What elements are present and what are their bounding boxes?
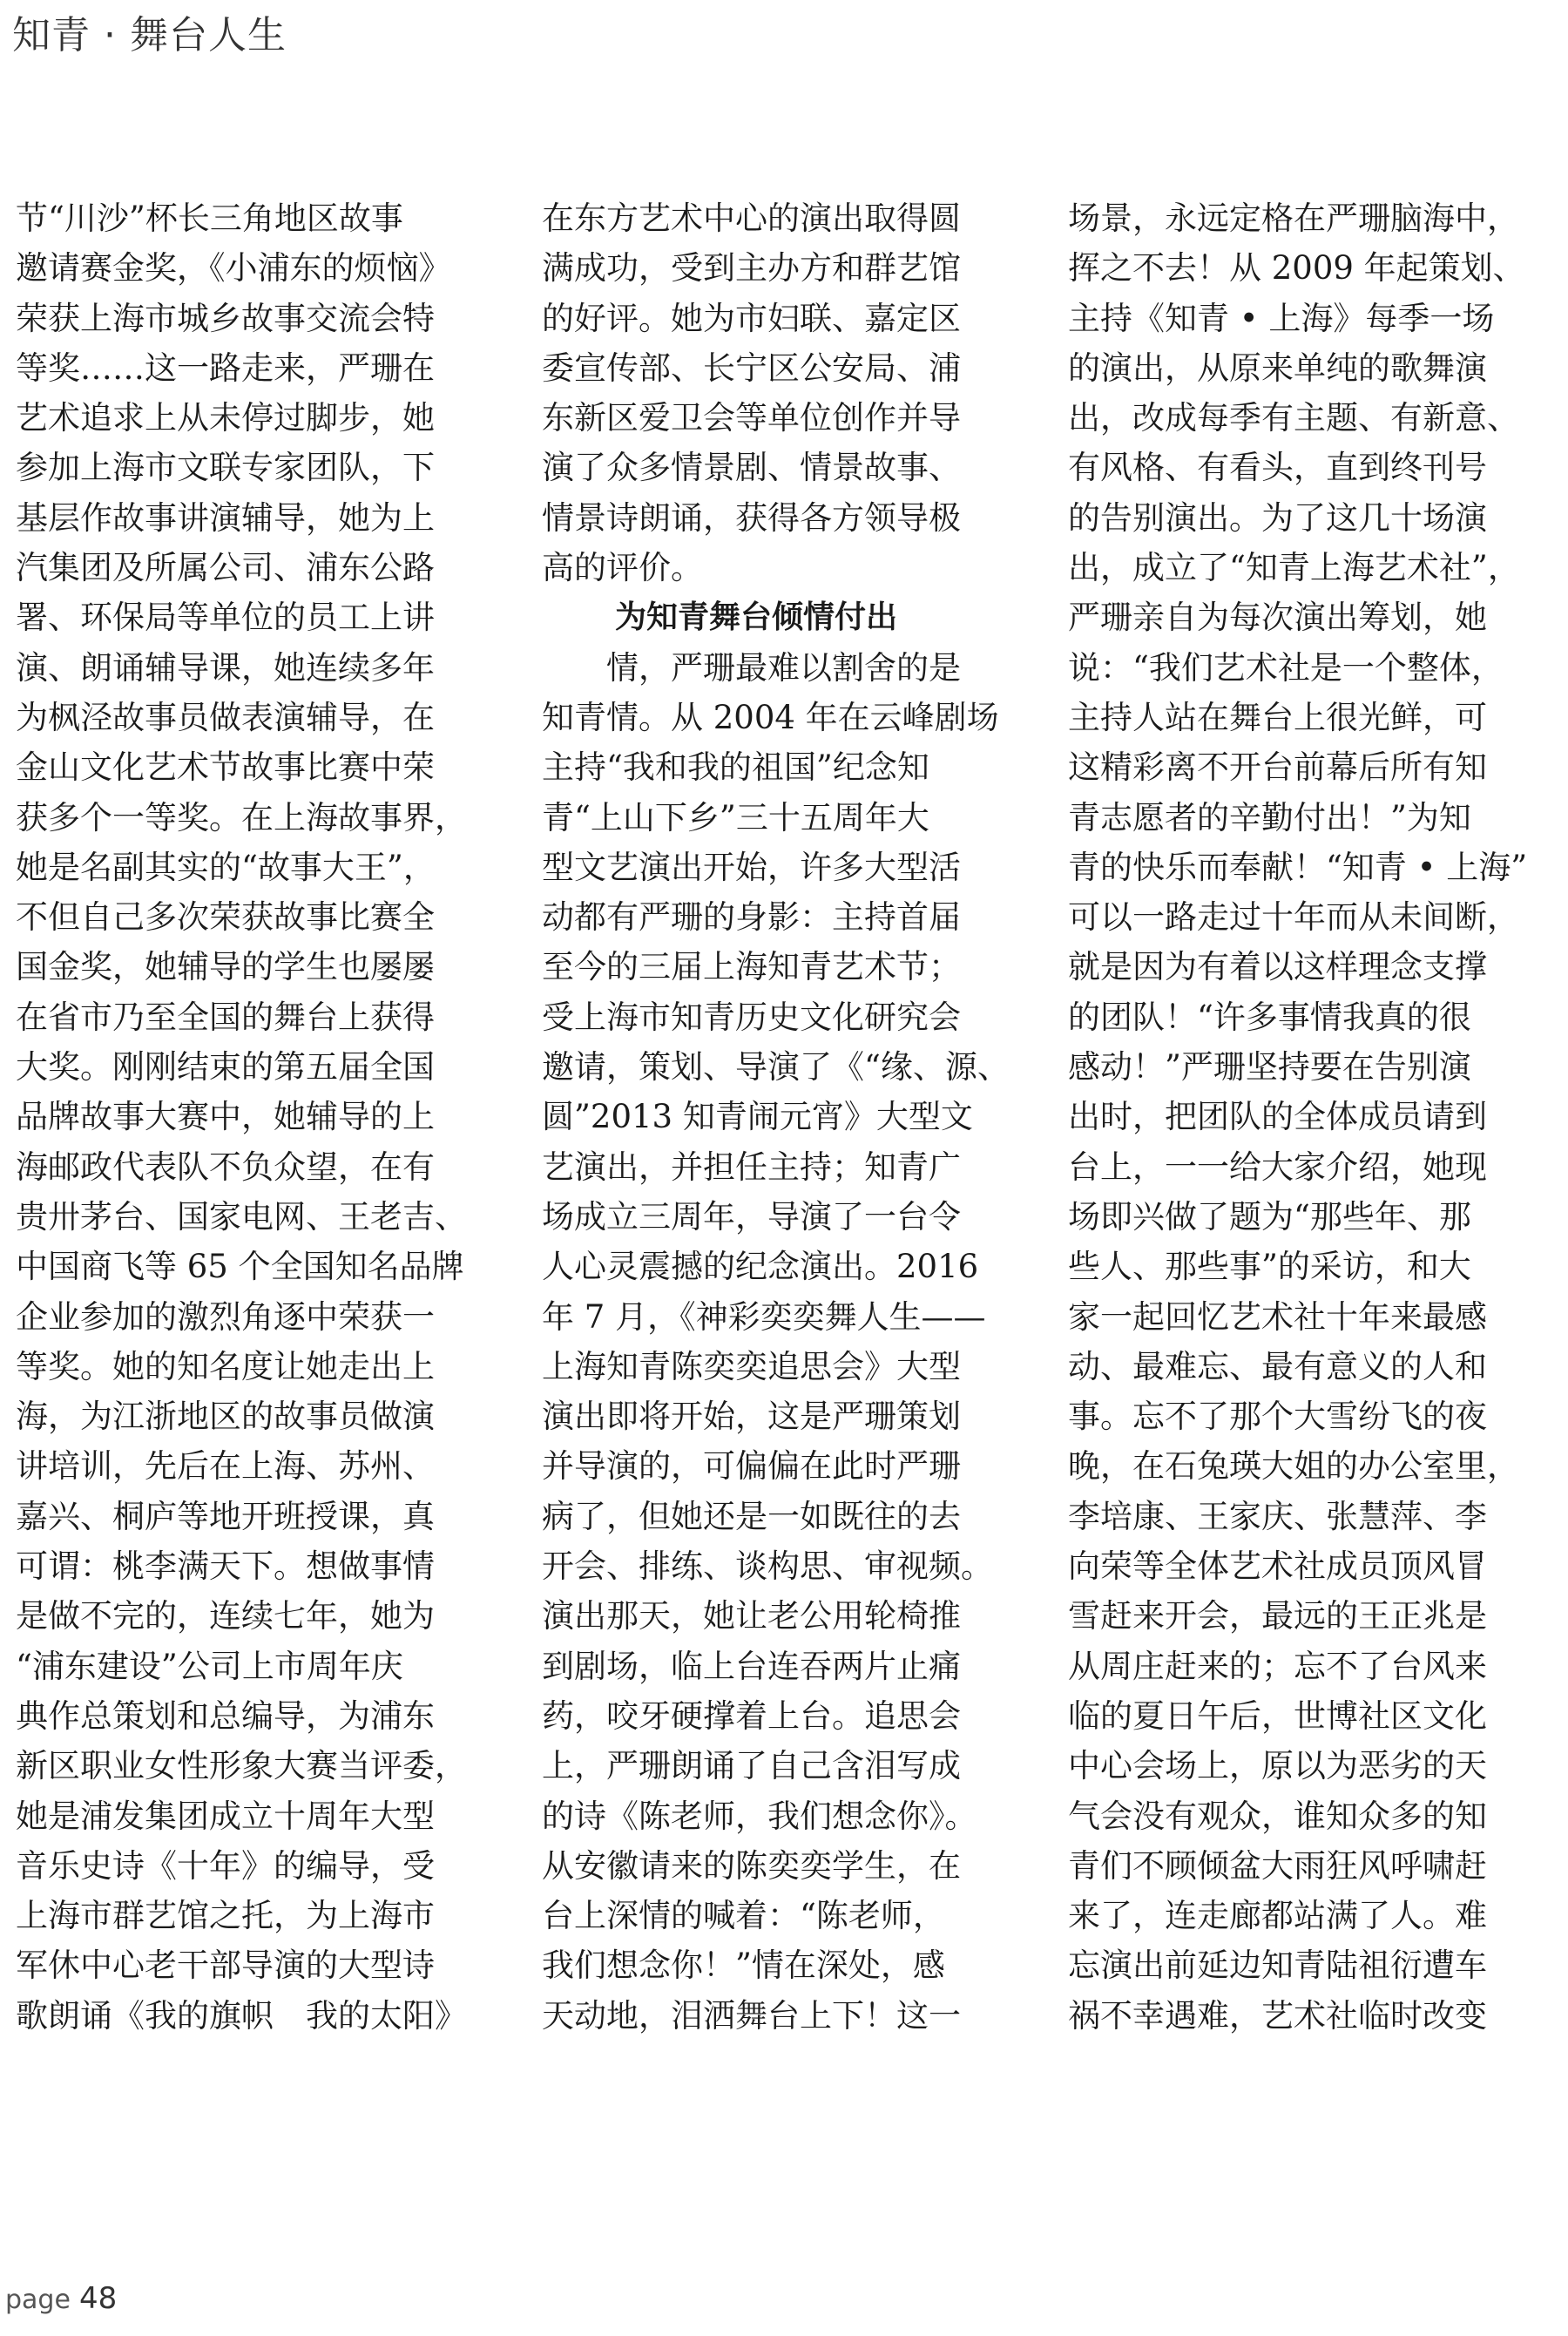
text-line: 晚，在石兔瑛大姐的办公室里， — [1068, 1447, 1519, 1486]
text-line: 从周庄赶来的；忘不了台风来 — [1068, 1647, 1487, 1685]
text-line: 东新区爱卫会等单位创作并导 — [542, 399, 961, 437]
text-line: 她是浦发集团成立十周年大型 — [16, 1797, 435, 1835]
text-line: 药，咬牙硬撑着上台。追思会 — [542, 1696, 961, 1735]
text-line: 事。忘不了那个大雪纷飞的夜 — [1068, 1398, 1487, 1436]
text-line: 知青情。从 2004 年在云峰剧场 — [542, 698, 999, 736]
text-line: 这精彩离不开台前幕后所有知 — [1068, 748, 1487, 787]
text-line: 的好评。她为市妇联、嘉定区 — [542, 299, 961, 337]
text-line: 场成立三周年，导演了一台令 — [542, 1197, 961, 1236]
text-line: 天动地，泪洒舞台上下！这一 — [542, 1996, 961, 2035]
text-line: 节“川沙”杯长三角地区故事 — [16, 200, 403, 237]
text-line: 情，严珊最难以割舍的是 — [542, 648, 961, 687]
text-line: 感动！”严珊坚持要在告别演 — [1068, 1048, 1471, 1087]
text-line: 李培康、王家庆、张慧萍、李 — [1068, 1497, 1487, 1535]
text-line: 来了，连走廊都站满了人。难 — [1068, 1897, 1487, 1935]
text-line: 汽集团及所属公司、浦东公路 — [16, 549, 435, 587]
text-line: 台上深情的喊着：“陈老师， — [542, 1897, 945, 1935]
text-line: 祸不幸遇难，艺术社临时改变 — [1068, 1996, 1487, 2035]
text-line: 是做不完的，连续七年，她为 — [16, 1597, 435, 1635]
text-line: 上海市群艺馆之托，为上海市 — [16, 1897, 435, 1935]
text-line: 青志愿者的辛勤付出！”为知 — [1068, 798, 1471, 836]
text-line: 高的评价。 — [542, 549, 703, 587]
text-line: 可以一路走过十年而从未间断， — [1068, 898, 1519, 937]
text-line: 圆”2013 知青闹元宵》大型文 — [542, 1098, 973, 1136]
text-line: 不但自己多次荣获故事比赛全 — [16, 898, 435, 937]
text-line: 署、环保局等单位的员工上讲 — [16, 599, 435, 637]
text-line: 出，改成每季有主题、有新意、 — [1068, 399, 1519, 437]
text-line: 年 7 月，《神彩奕奕舞人生—— — [542, 1297, 986, 1336]
text-line: 病了，但她还是一如既往的去 — [542, 1497, 961, 1535]
page-footer — [5, 2281, 117, 2316]
text-line: 在东方艺术中心的演出取得圆 — [542, 200, 961, 237]
text-line: 讲培训，先后在上海、苏州、 — [16, 1447, 435, 1486]
text-line: 艺术追求上从未停过脚步，她 — [16, 399, 435, 437]
text-line: 参加上海市文联专家团队，下 — [16, 449, 435, 487]
page-number: 48 — [78, 2281, 118, 2316]
text-line: 青“上山下乡”三十五周年大 — [542, 798, 929, 836]
text-line: 贵卅茅台、国家电网、王老吉、 — [16, 1197, 467, 1236]
text-line: 获多个一等奖。在上海故事界， — [16, 798, 467, 836]
text-line: 家一起回忆艺术社十年来最感 — [1068, 1297, 1487, 1336]
text-line: 有风格、有看头，直到终刊号 — [1068, 449, 1487, 487]
text-line: 她是名副其实的“故事大王”， — [16, 848, 436, 886]
text-line: 邀请赛金奖，《小浦东的烦恼》 — [16, 249, 451, 288]
text-line: 并导演的，可偏偏在此时严珊 — [542, 1447, 961, 1486]
text-line: 国金奖，她辅导的学生也屡屡 — [16, 948, 435, 986]
text-line: 出时，把团队的全体成员请到 — [1068, 1098, 1487, 1136]
text-line: 场即兴做了题为“那些年、那 — [1068, 1197, 1471, 1236]
text-line: 演、朗诵辅导课，她连续多年 — [16, 648, 435, 687]
text-line: 音乐史诗《十年》的编导，受 — [16, 1846, 435, 1885]
text-column-3 — [1068, 193, 1568, 2041]
text-column-2 — [542, 193, 1064, 2041]
section-header-title: 知青 · 舞台人生 — [12, 13, 287, 58]
text-line: 场景，永远定格在严珊脑海中， — [1068, 200, 1519, 237]
text-line: 演出即将开始，这是严珊策划 — [542, 1398, 961, 1436]
text-line: 我们想念你！”情在深处，感 — [542, 1947, 945, 1985]
text-line: 型文艺演出开始，许多大型活 — [542, 848, 961, 886]
text-line: 出，成立了“知青上海艺术社”， — [1068, 549, 1520, 587]
section-subheading: 为知青舞台倾情付出 — [615, 599, 898, 636]
text-line: 演出那天，她让老公用轮椅推 — [542, 1597, 961, 1635]
text-line: 歌朗诵《我的旗帜 我的太阳》 — [16, 1996, 467, 2035]
text-line: 品牌故事大赛中，她辅导的上 — [16, 1098, 435, 1136]
text-line: 雪赶来开会，最远的王正兆是 — [1068, 1597, 1487, 1635]
text-line: 企业参加的激烈角逐中荣获一 — [16, 1297, 435, 1336]
text-line: 嘉兴、桐庐等地开班授课，真 — [16, 1497, 435, 1535]
text-line: 典作总策划和总编导，为浦东 — [16, 1696, 435, 1735]
text-line: 等奖。她的知名度让她走出上 — [16, 1347, 435, 1385]
text-line: 受上海市知青历史文化研究会 — [542, 998, 961, 1036]
text-line: 主持“我和我的祖国”纪念知 — [542, 748, 929, 787]
text-line: “浦东建设”公司上市周年庆 — [16, 1647, 403, 1685]
text-line: 青们不顾倾盆大雨狂风呼啸赶 — [1068, 1846, 1487, 1885]
text-line: 台上，一一给大家介绍，她现 — [1068, 1148, 1487, 1186]
text-line: 从安徽请来的陈奕奕学生，在 — [542, 1846, 961, 1885]
text-line: 些人、那些事”的采访，和大 — [1068, 1248, 1471, 1286]
text-line: 金山文化艺术节故事比赛中荣 — [16, 748, 435, 787]
text-line: 到剧场，临上台连吞两片止痛 — [542, 1647, 961, 1685]
text-line: 在省市乃至全国的舞台上获得 — [16, 998, 435, 1036]
text-line: 等奖……这一路走来，严珊在 — [16, 349, 435, 387]
text-line: 荣获上海市城乡故事交流会特 — [16, 299, 435, 337]
text-line: 艺演出，并担任主持；知青广 — [542, 1148, 961, 1186]
text-line: 的告别演出。为了这几十场演 — [1068, 498, 1487, 537]
text-line: 的诗《陈老师，我们想念你》。 — [542, 1797, 977, 1835]
text-line: 动、最难忘、最有意义的人和 — [1068, 1347, 1487, 1385]
text-line: 说：“我们艺术社是一个整体， — [1068, 648, 1504, 687]
text-line: 上，严珊朗诵了自己含泪写成 — [542, 1747, 961, 1785]
text-line: 演了众多情景剧、情景故事、 — [542, 449, 961, 487]
text-line: 气会没有观众，谁知众多的知 — [1068, 1797, 1487, 1835]
text-line: 上海知青陈奕奕追思会》大型 — [542, 1347, 961, 1385]
text-line: 青的快乐而奉献！“知青 • 上海” — [1068, 848, 1528, 886]
text-line: 动都有严珊的身影：主持首届 — [542, 898, 961, 937]
text-line: 严珊亲自为每次演出筹划，她 — [1068, 599, 1487, 637]
text-line: 开会、排练、谈构思、审视频。 — [542, 1547, 993, 1586]
text-column-1 — [16, 193, 538, 2041]
text-line: 挥之不去！从 2009 年起策划、 — [1068, 249, 1525, 288]
text-line: 海，为江浙地区的故事员做演 — [16, 1398, 435, 1436]
text-line: 主持人站在舞台上很光鲜，可 — [1068, 698, 1487, 736]
text-line: 海邮政代表队不负众望，在有 — [16, 1148, 435, 1186]
text-line: 忘演出前延边知青陆祖衍遭车 — [1068, 1947, 1487, 1985]
text-line: 大奖。刚刚结束的第五届全国 — [16, 1048, 435, 1087]
page-label: page — [5, 2285, 71, 2315]
text-line: 临的夏日午后，世博社区文化 — [1068, 1696, 1487, 1735]
text-line: 至今的三届上海知青艺术节； — [542, 948, 961, 986]
text-line: 可谓：桃李满天下。想做事情 — [16, 1547, 435, 1586]
text-line: 邀请，策划、导演了《“缘、源、 — [542, 1048, 1010, 1087]
text-line: 就是因为有着以这样理念支撑 — [1068, 948, 1487, 986]
text-line: 满成功，受到主办方和群艺馆 — [542, 249, 961, 288]
text-line: 的团队！“许多事情我真的很 — [1068, 998, 1471, 1036]
text-line: 的演出，从原来单纯的歌舞演 — [1068, 349, 1487, 387]
text-line: 向荣等全体艺术社成员顶风冒 — [1068, 1547, 1487, 1586]
text-line: 情景诗朗诵，获得各方领导极 — [542, 498, 961, 537]
text-line: 主持《知青 • 上海》每季一场 — [1068, 299, 1495, 337]
text-line: 军休中心老干部导演的大型诗 — [16, 1947, 435, 1985]
text-line: 为枫泾故事员做表演辅导，在 — [16, 698, 435, 736]
text-line: 中国商飞等 65 个全国知名品牌 — [16, 1248, 464, 1286]
text-line: 基层作故事讲演辅导，她为上 — [16, 498, 435, 537]
text-line: 委宣传部、长宁区公安局、浦 — [542, 349, 961, 387]
text-line: 人心灵震撼的纪念演出。2016 — [542, 1248, 979, 1286]
text-line: 新区职业女性形象大赛当评委， — [16, 1747, 467, 1785]
text-line: 中心会场上，原以为恶劣的天 — [1068, 1747, 1487, 1785]
